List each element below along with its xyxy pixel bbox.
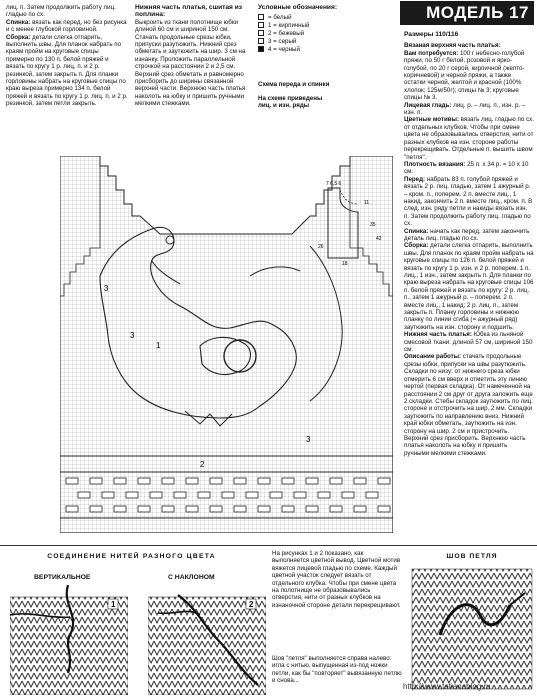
paragraph bbox=[404, 116, 534, 160]
legend-item bbox=[258, 45, 398, 53]
paragraph bbox=[404, 228, 534, 243]
schema-label: 18 bbox=[342, 261, 348, 266]
paragraph-body: 25 п. х 34 р. = 10 х 10 см. bbox=[404, 160, 529, 176]
sizes: Размеры 110/116 bbox=[404, 31, 459, 38]
paragraph-head: Описание работы: bbox=[404, 353, 462, 361]
schema-label: 7 6,5 6 bbox=[326, 181, 342, 187]
paragraph-head: Сборка: bbox=[6, 33, 31, 41]
color-join-title: СОЕДИНЕНИЕ НИТЕЙ РАЗНОГО ЦВЕТА bbox=[47, 553, 216, 560]
paragraph-head: Спинка: bbox=[6, 18, 31, 26]
paragraph-head: Сборка: bbox=[404, 242, 429, 250]
legend-label: 1 = кирпичный bbox=[268, 21, 310, 29]
paragraph-head: Плотность вязания: bbox=[404, 160, 466, 168]
schema-outline bbox=[328, 188, 358, 258]
legend-column bbox=[258, 4, 398, 110]
text-column-1 bbox=[6, 4, 128, 108]
section-divider bbox=[0, 545, 537, 546]
paragraph bbox=[404, 353, 534, 457]
schema-neckline bbox=[340, 190, 358, 204]
paragraph bbox=[404, 102, 534, 117]
slant-label: С НАКЛОНОМ bbox=[168, 574, 215, 581]
paragraph bbox=[404, 176, 534, 228]
schema-caption: На схеме приведены bbox=[258, 94, 323, 102]
swatch-icon bbox=[258, 38, 264, 44]
loop-stitch-title: ШОВ ПЕТЛЯ bbox=[446, 553, 498, 560]
paragraph-head: Лицевая гладь: bbox=[404, 101, 452, 109]
paragraph bbox=[404, 242, 534, 331]
paragraph-body: вязать лиц. гладью по сх. от отдельных клубков. Чтобы при смене цвета не образовывались отверстия, нити от разных клубков на изн. стороне работы перекрещивать. Отдельные п. вышить швом "петля". bbox=[404, 116, 534, 161]
chart-number: 3 bbox=[104, 284, 109, 293]
chart-number: 3 bbox=[306, 435, 311, 444]
legend-label: 4 = черный bbox=[268, 45, 300, 53]
paragraph-head: Вам потребуется: bbox=[404, 49, 459, 57]
paragraph-body: стачать продольные срезы юбки, припуски на швы разутюжить. Складки по низу: от нижнего среза юбки отмерить 6 см вверх и отметить эту линию чертой (первая складка). От намеченной на расстоянии 2 см друг от друга заложить еще 2 складки. Стебы складок заутюжить по лиц. стороне и отстрочить на шир. 2 мм. Складки заутюжить по направлению вниз. Нижний край юбки обметать, заутюжить на изн. сторону на шир. 2 см и пристрочить. Верхний срез присборить. Верхнюю часть платья наколоть на юбку и пришить ручными мелкими стежками. bbox=[404, 353, 533, 457]
paragraph-head: Цветные мотивы: bbox=[404, 116, 459, 124]
vertical-join-illustration bbox=[10, 585, 128, 695]
color-join-text bbox=[272, 550, 402, 609]
legend-item bbox=[258, 29, 398, 37]
paragraph-body: начать как перед, затем закончить деталь лиц. гладью по сх. bbox=[404, 227, 530, 242]
chart-number: 1 bbox=[156, 341, 161, 350]
legend-item bbox=[258, 37, 398, 45]
model-title: МОДЕЛЬ 17 bbox=[426, 3, 529, 22]
chart-number: 2 bbox=[200, 460, 205, 469]
figure-number: 2 bbox=[249, 600, 254, 609]
schema-caption: Схема переда и спинки bbox=[258, 81, 330, 89]
section-title: Вязаная верхняя часть платья: bbox=[404, 42, 501, 50]
legend-item bbox=[258, 13, 398, 21]
paragraph-head: Нижняя часть платья: bbox=[404, 331, 472, 339]
paragraph-head: Спинка: bbox=[404, 227, 429, 235]
model-header bbox=[400, 1, 534, 25]
paragraph-body: детали слегка отпарить, выполнить швы. Для планок набрать по краям пройм на круговые спицы примерно по 130 п. белой пряжей и вязать по кругу 1 р. лиц. п. и 2 р. резинкой, затем закрыть п. Для планки горловины набрать на круговые спицы по краю выреза примерно 134 п. белой пряжей и вязать по кругу 1 р. лиц. п. и 2 р. резинкой, затем петли закрыть. bbox=[6, 33, 128, 108]
paragraph bbox=[404, 331, 534, 353]
paragraph bbox=[6, 19, 128, 34]
paragraph-body: Юбка из льняной смесовой ткани: длиной 57 см, шириной 150 см. bbox=[404, 331, 533, 354]
paragraph-body: 100 г небесно-голубой пряжи, по 50 г белой, розовой и ярко-голубой, по 20 г серой, кирпичной (желто-коричневой) и черной пряжи, а также остатки черной, желтой и красной (100% хлопок; 125м/50г); спицы № 3; круговые спицы № 3. bbox=[404, 49, 525, 102]
paragraph bbox=[404, 161, 534, 176]
schema-label: 11 bbox=[364, 200, 370, 206]
paragraph bbox=[6, 34, 128, 108]
schema-label: 26 bbox=[318, 244, 324, 250]
swatch-icon bbox=[258, 14, 264, 20]
schema-caption: лиц. и изн. ряды bbox=[258, 102, 310, 110]
paragraph-body: набрать 83 п. голубой пряжей и вязать 2 р. лиц. гладью, затем 1 ажурный р. – кром. п., поперем. 2 п. вместе лиц., 1 накид, закончить 2 п. вместе лиц., кром. п. В след. изн. ряду петли и накиды вязать изн. п. Затем продолжить работу лиц. гладью по сх. bbox=[404, 175, 533, 228]
legend-label: 2 = бежевый bbox=[268, 29, 305, 37]
paragraph bbox=[404, 50, 534, 102]
slant-join-illustration bbox=[148, 585, 266, 695]
paragraph: Шов "петля" выполняется справа налево: игла с нитью, выпущенная из-под ножки петли, как бы "повторяет" вывязанную петлю и снова... bbox=[272, 655, 402, 685]
paragraph: На рисунках 1 и 2 показано, как выполняется цветной вывод. Цветной мотив вяжется лицевой гладью по схеме. Каждый цветной участок следует вязать от отдельного клубка. Чтобы при смене цвета на полотнище не образовывались отверстия, нити от разных клубков на изнаночной стороне детали перекрещивают. bbox=[272, 550, 401, 609]
paragraph: лиц. п. Затем продолжить работу лиц. гладью по сх. bbox=[6, 4, 116, 19]
loop-stitch-text bbox=[272, 655, 402, 685]
paragraph-body: вязать как перед, но без рисунка и с менее глубокой горловиной. bbox=[6, 18, 127, 34]
paragraph-body: детали слегка отпарить, выполнить швы. Для планок по краям пройм набрать на круговые спицы по 126 п. белой пряжей и вязать по кругу 1 р. изн. и 2 р. поперем. 1 п. лиц., 1 изн., затем закрыть п. Для планки по краю выреза набрать на круговые спицы 106 п. белой пряжей и вязать по кругу: 2 р. лиц. п., затем 1 ажурный р. – поперем. 2 п. вместе лиц., 1 накид; 2 р. лиц. п., затем закрыть п. Планку горловины и нижнюю планку по линии сгиба (= ажурный ряд) заутюжить на изн. сторону и подшить. bbox=[404, 242, 534, 331]
text-column-4 bbox=[404, 31, 534, 457]
figure-number: 1 bbox=[111, 600, 116, 609]
legend-title: Условные обозначения: bbox=[258, 4, 338, 11]
watermark-url: http://www.tatianablog.ru bbox=[403, 682, 491, 691]
swatch-icon bbox=[258, 30, 264, 36]
legend-label: = белый bbox=[268, 13, 292, 21]
legend-item bbox=[258, 21, 398, 29]
garment-schema bbox=[318, 178, 390, 266]
legend-label: 3 = серый bbox=[268, 37, 297, 45]
vertical-label: ВЕРТИКАЛЬНОЕ bbox=[34, 574, 91, 581]
swatch-icon bbox=[258, 22, 264, 28]
section-title: Нижняя часть платья, сшитая из поплина: bbox=[135, 4, 243, 19]
swatch-icon bbox=[258, 46, 264, 52]
legend bbox=[258, 13, 398, 53]
chart-number: 3 bbox=[130, 331, 135, 340]
paragraph-head: Перед: bbox=[404, 175, 426, 183]
schema-label: 42 bbox=[376, 236, 382, 242]
loop-stitch-illustration bbox=[410, 565, 534, 695]
schema-label: 35 bbox=[370, 222, 376, 228]
paragraph-body: лиц. р. – лиц. п., изн. р. – изн. п. bbox=[404, 101, 526, 117]
text-column-2 bbox=[135, 4, 253, 108]
paragraph: Выкроить из ткани полотнище юбки длиной 60 см и шириной 150 см. Стачать продольные срезы юбки, припуски разутюжить. Нижний срез обметать и заутюжить на шир. 3 см на изнанку. Проложить параллельной строчкой на расстоянии 2 и 2,5 см. Верхний срез обметать и равномерно присборить до ширины связанной верхней части. Верхнюю часть платья наколоть на юбку и пришить ручными мелкими стежками. bbox=[135, 18, 246, 108]
